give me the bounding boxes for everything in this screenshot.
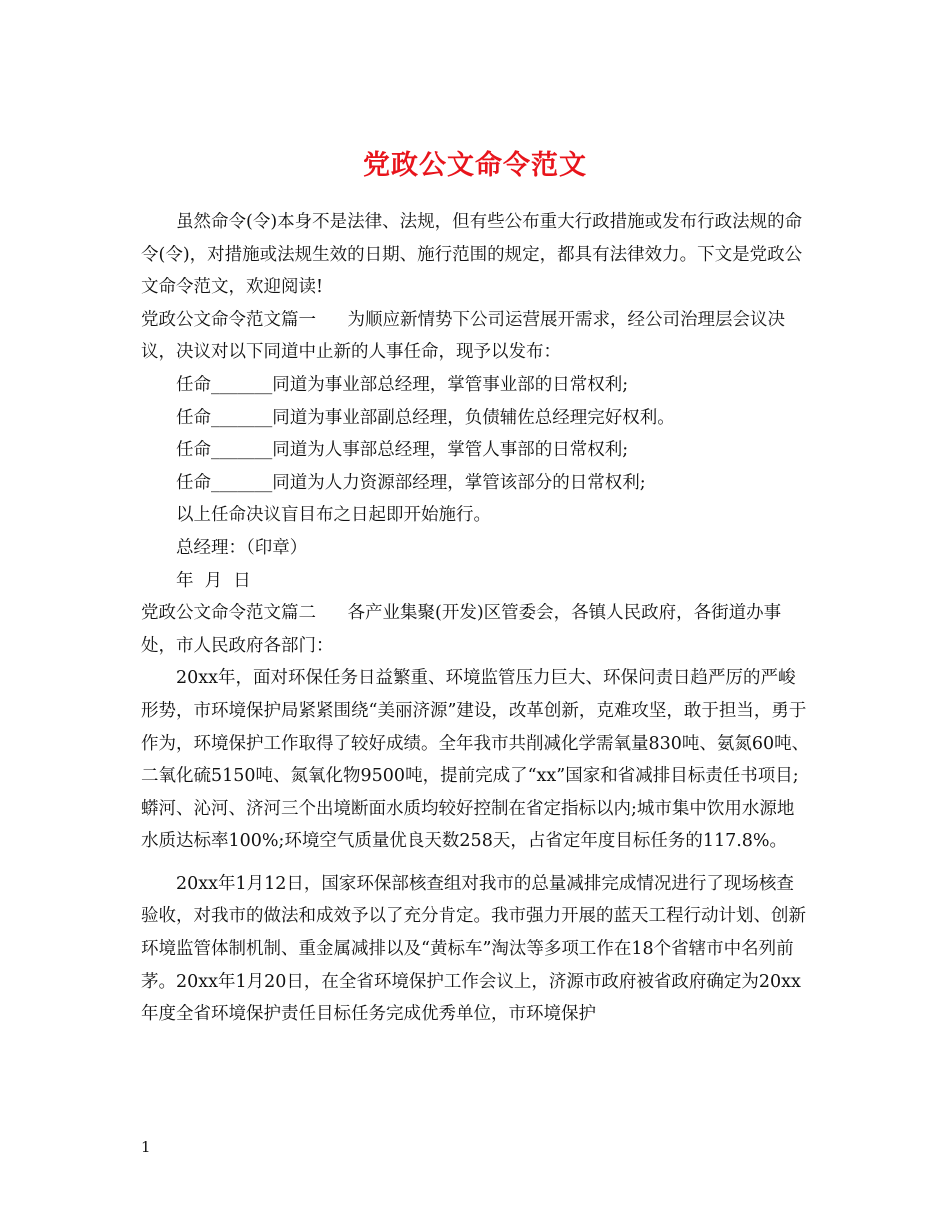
section2-body-paragraph-2: 20xx年1月12日，国家环保部核查组对我市的总量减排完成情况进行了现场核查验收，对我市的做法和成效予以了充分肯定。我市强力开展的蓝天工程行动计划、创新环境监管体制机制、重金属减排以及“黄标车”淘汰等多项工作在18个省辖市中名列前茅。20xx年1月20日，在全省环境保护工作会议上，济源市政府被省政府确定为20xx年度全省环境保护责任目标任务完成优秀单位，市环境保护 bbox=[141, 873, 806, 1025]
appointment-item-3: 任命_______同道为人事部总经理，掌管人事部的日常权利; bbox=[176, 440, 629, 461]
section1-signature: 总经理：（印章） bbox=[176, 537, 308, 558]
intro-paragraph: 虽然命令(令)本身不是法律、法规，但有些公布重大行政措施或发布行政法规的命令(令)，对措施或法规生效的日期、施行范围的规定，都具有法律效力。下文是党政公文命令范文，欢迎阅读! bbox=[141, 212, 803, 298]
document-title: 党政公文命令范文 bbox=[363, 150, 587, 182]
page-number: 1 bbox=[141, 1138, 151, 1156]
section2-body-paragraph-1: 20xx年，面对环保任务日益繁重、环境监管压力巨大、环保问责日趋严厉的严峻形势，市环境保护局紧紧围绕“美丽济源”建设，改革创新，克难攻坚，敢于担当，勇于作为，环境保护工作取得了较好成绩。全年我市共削减化学需氧量830吨、氨氮60吨、二氧化硫5150吨、氮氧化物9500吨，提前完成了“xx”国家和省减排目标责任书项目;蟒河、沁河、济河三个出境断面水质均较好控制在省定指标以内;城市集中饮用水源地水质达标率100%;环境空气质量优良天数258天，占省定年度目标任务的117.8%。 bbox=[141, 668, 810, 852]
section1-paragraph bbox=[141, 304, 811, 369]
section2-lead: 各产业集聚(开发)区管委会，各镇人民政府，各街道办事处，市人民政府各部门： bbox=[141, 603, 782, 656]
section1-closing: 以上任命决议盲目布之日起即开始施行。 bbox=[176, 505, 491, 526]
section2-paragraph bbox=[141, 597, 811, 662]
section1-heading: 党政公文命令范文篇一 bbox=[141, 309, 316, 330]
section1-lead: 为顺应新情势下公司运营展开需求，经公司治理层会议决议，决议对以下同道中止新的人事任命，现予以发布： bbox=[141, 309, 785, 363]
section1-date: 年 月 日 bbox=[176, 570, 251, 591]
appointment-item-1: 任命_______同道为事业部总经理，掌管事业部的日常权利; bbox=[176, 374, 629, 395]
appointment-item-2: 任命_______同道为事业部副总经理，负债辅佐总经理完好权利。 bbox=[176, 407, 675, 428]
document-body bbox=[141, 206, 811, 1031]
section2-heading: 党政公文命令范文篇二 bbox=[141, 603, 316, 624]
appointment-item-4: 任命_______同道为人力资源部经理，掌管该部分的日常权利; bbox=[176, 472, 646, 493]
